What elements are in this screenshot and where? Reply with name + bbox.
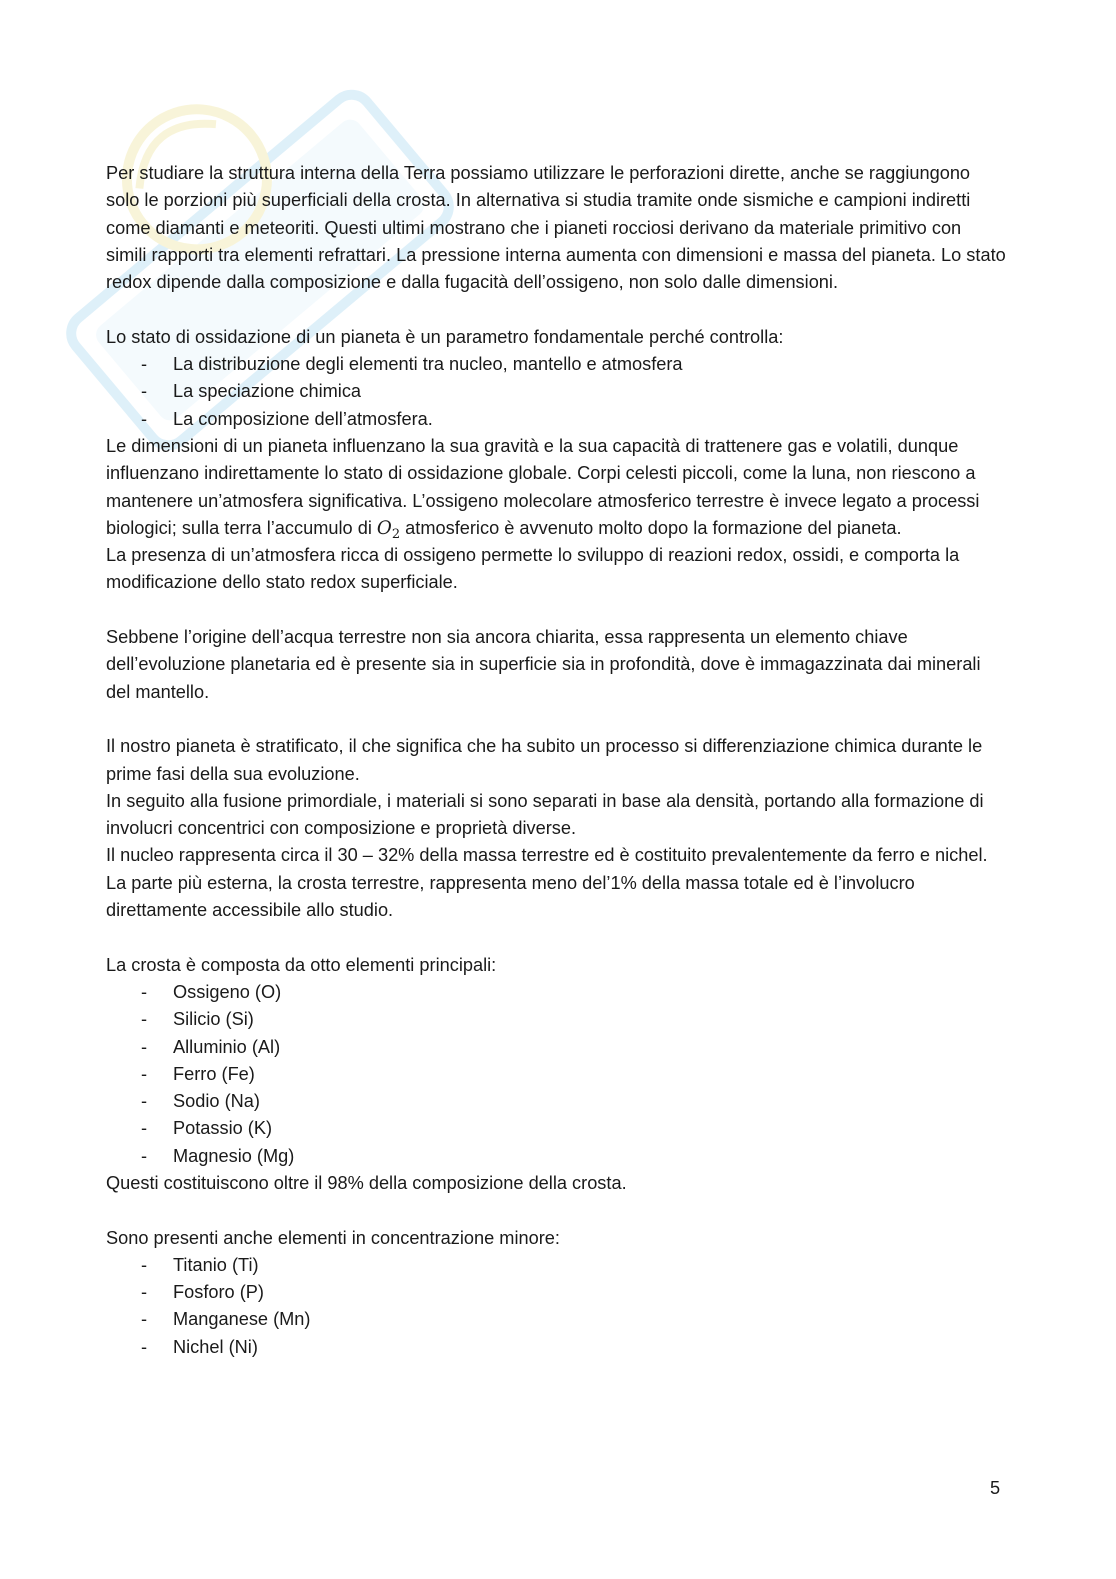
oxidation-list: [106, 351, 1006, 433]
o2-formula: [376, 517, 401, 542]
paragraph-oxygen-atmosphere: La presenza di un’atmosfera ricca di ossigeno permette lo sviluppo di reazioni redox, ossidi, e comporta la modificazione dello stato redox superficiale.: [106, 545, 960, 593]
list-item: - La composizione dell’atmosfera.: [106, 406, 1006, 433]
list-item: - Nichel (Ni): [106, 1334, 1006, 1361]
list-item: - Sodio (Na): [106, 1088, 1006, 1115]
minor-elements-list: [106, 1252, 1006, 1361]
list-item: - Titanio (Ti): [106, 1252, 1006, 1279]
list-item: - La distribuzione degli elementi tra nucleo, mantello e atmosfera: [106, 351, 1006, 378]
spacer: [106, 296, 1006, 323]
paragraph-planet-size: [106, 433, 1006, 542]
o2-subscript: 2: [391, 526, 401, 542]
list-item: - Ossigeno (O): [106, 979, 1006, 1006]
text-run: atmosferico è avvenuto molto dopo la formazione del pianeta.: [400, 517, 902, 538]
spacer: [106, 924, 1006, 951]
paragraph-crust-percent: Questi costituiscono oltre il 98% della composizione della crosta.: [106, 1172, 627, 1193]
paragraph-fusion: In seguito alla fusione primordiale, i materiali si sono separati in base ala densità, portando alla formazione di involucri concentrici con composizione e proprietà diverse.: [106, 790, 984, 839]
paragraph-core: Il nucleo rappresenta circa il 30 – 32% della massa terrestre ed è costituito prevalentemente da ferro e nichel.: [106, 845, 988, 866]
text-run: Le dimensioni di un pianeta influenzano la sua gravità e la sua capacità di trattenere gas e volatili, dunque influenzano indirettamente lo stato di ossidazione globale. Corpi celesti piccoli, come la luna, non riescono a mantenere un’atmosfera significativa. L’ossigeno molecolare atmosferico terrestre è invece legato a processi biologici; sulla terra l’accumulo di: [106, 435, 980, 538]
list-item: - Ferro (Fe): [106, 1061, 1006, 1088]
list-item: - La speciazione chimica: [106, 378, 1006, 405]
list-item: - Manganese (Mn): [106, 1306, 1006, 1333]
paragraph-oxidation-intro: Lo stato di ossidazione di un pianeta è un parametro fondamentale perché controlla:: [106, 326, 784, 347]
spacer: [106, 706, 1006, 733]
o2-symbol: O: [376, 517, 392, 539]
list-item: - Alluminio (Al): [106, 1034, 1006, 1061]
paragraph-water: Sebbene l’origine dell’acqua terrestre non sia ancora chiarita, essa rappresenta un elemento chiave dell’evoluzione planetaria ed è presente sia in superficie sia in profondità, dove è immagazzinata dai minerali del mantello.: [106, 627, 981, 702]
paragraph-crust: La parte più esterna, la crosta terrestre, rappresenta meno del’1% della massa totale ed è l’involucro direttamente accessibile allo studio.: [106, 872, 915, 921]
list-item: - Potassio (K): [106, 1115, 1006, 1142]
paragraph-stratification: Il nostro pianeta è stratificato, il che significa che ha subito un processo si differenziazione chimica durante le prime fasi della sua evoluzione.: [106, 736, 983, 784]
spacer: [106, 1197, 1006, 1224]
list-item: - Magnesio (Mg): [106, 1143, 1006, 1170]
spacer: [106, 597, 1006, 624]
page-number: 5: [990, 1478, 1001, 1498]
paragraph-structure: Per studiare la struttura interna della Terra possiamo utilizzare le perforazioni dirette, anche se raggiungono solo le porzioni più superficiali della crosta. In alternativa si studia tramite onde sismiche e campioni indiretti come diamanti e meteoriti. Questi ultimi mostrano che i pianeti rocciosi derivano da materiale primitivo con simili rapporti tra elementi refrattari. La pressione interna aumenta con dimensioni e massa del pianeta. Lo stato redox dipende dalla composizione e dalla fugacità dell’ossigeno, non solo dalle dimensioni.: [106, 163, 1006, 293]
list-item: - Fosforo (P): [106, 1279, 1006, 1306]
main-elements-list: [106, 979, 1006, 1170]
list-item: - Silicio (Si): [106, 1006, 1006, 1033]
paragraph-crust-elements-intro: La crosta è composta da otto elementi principali:: [106, 954, 497, 975]
document-body: [106, 160, 1006, 1361]
paragraph-minor-elements-intro: Sono presenti anche elementi in concentrazione minore:: [106, 1227, 560, 1248]
